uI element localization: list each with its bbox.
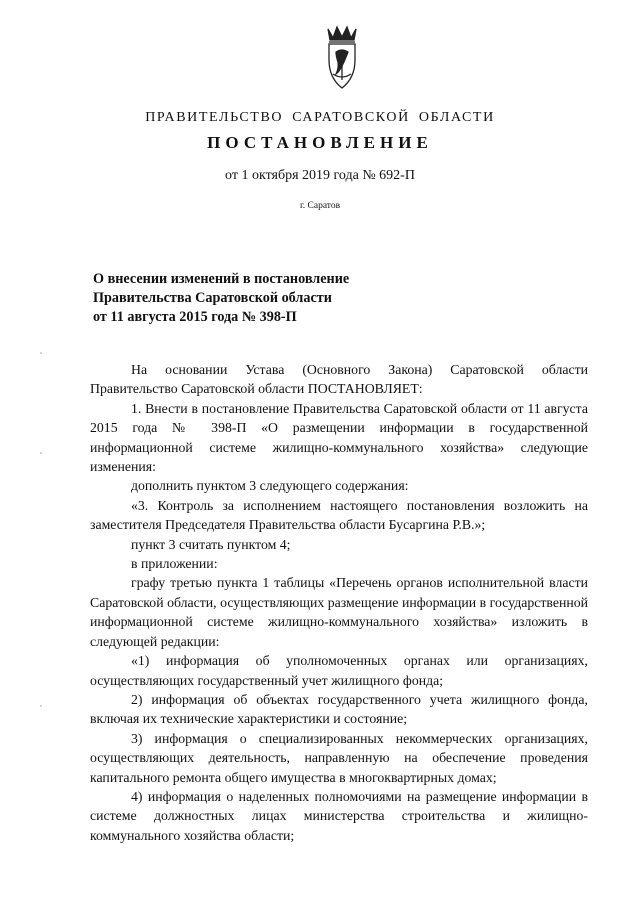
saratov-coat-of-arms-icon (321, 22, 363, 92)
body-paragraph: На основании Устава (Основного Закона) Саратовской области Правительство Саратовской области ПОСТАНОВЛЯЕТ: (90, 362, 588, 397)
document-type: ПОСТАНОВЛЕНИЕ (207, 133, 433, 152)
subject-line: О внесении изменений в постановление (93, 271, 350, 287)
scan-speck (40, 705, 42, 707)
scan-speck (40, 452, 42, 454)
document-date-number: от 1 октября 2019 года № 692-П (225, 168, 415, 183)
body-paragraph: дополнить пунктом 3 следующего содержания: (131, 478, 409, 494)
body-paragraph: в приложении: (131, 556, 218, 572)
scan-speck (40, 352, 42, 354)
body-paragraph: 2) информация об объектах государственного учета жилищного фонда, включая их технические характеристики и состояние; (90, 691, 588, 727)
body-paragraph: графу третью пункта 1 таблицы «Перечень органов исполнительной власти Саратовской области, осуществляющих размещение информации в государственной информационной системе жилищно-коммунального хозяйства» изложить в следующей редакции: (90, 575, 588, 649)
document-subject (93, 270, 423, 327)
body-paragraph: «3. Контроль за исполнением настоящего постановления возложить на заместителя Председателя Правительства области Бусаргина Р.В.»; (90, 497, 588, 533)
body-paragraph: 4) информация о наделенных полномочиями на размещение информации в системе должностных лицах министерства строительства и жилищно-коммунального хозяйства области; (90, 788, 588, 843)
subject-line: от 11 августа 2015 года № 398-П (93, 309, 297, 325)
body-paragraph: пункт 3 считать пунктом 4; (131, 536, 291, 552)
subject-line: Правительства Саратовской области (93, 290, 332, 306)
government-name: ПРАВИТЕЛЬСТВО САРАТОВСКОЙ ОБЛАСТИ (145, 110, 495, 125)
body-paragraph: 3) информация о специализированных некоммерческих организациях, осуществляющих деятельность, направленную на обеспечение проведения капитального ремонта общего имущества в многоквартирных домах; (90, 730, 588, 785)
document-city: г. Саратов (299, 201, 341, 211)
body-paragraph: 1. Внести в постановление Правительства Саратовской области от 11 августа 2015 года № 398-П «О размещении информации в государственной информационной системе жилищно-коммунального хозяйства» следующие изменения: (90, 400, 588, 475)
body-paragraph: «1) информация об уполномоченных органах или организациях, осуществляющих государственный учет жилищного фонда; (90, 653, 588, 688)
document-body (90, 360, 588, 845)
